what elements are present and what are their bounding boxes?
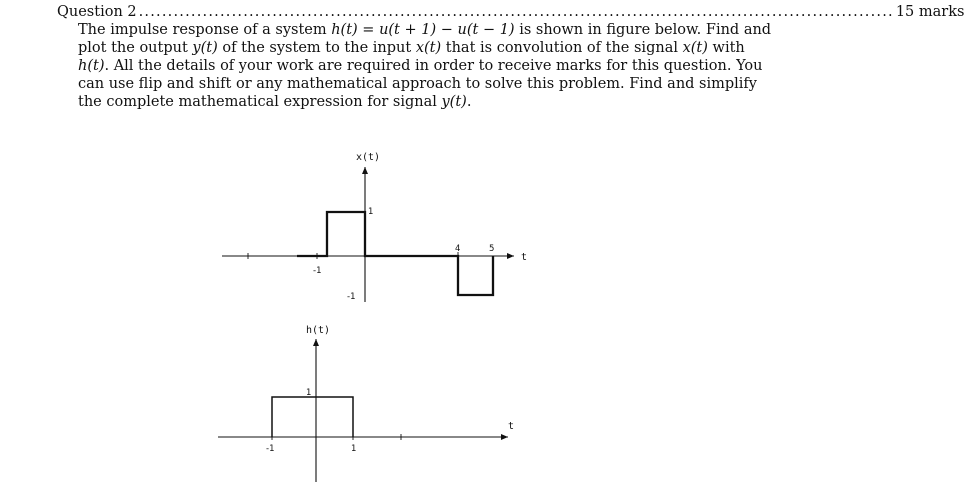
- text-segment: with: [707, 40, 745, 56]
- math-expression: y(t): [441, 94, 467, 110]
- x-signal-figure: [222, 152, 527, 302]
- question-label: Question 2: [57, 4, 137, 20]
- x-plot-title: x(t): [356, 152, 381, 163]
- x-tick-label-neg-one: -1: [313, 266, 322, 276]
- math-expression: y(t): [192, 40, 218, 56]
- text-segment: is shown in figure below. Find and: [514, 22, 772, 38]
- h-signal-figure: [218, 325, 514, 482]
- math-expression: x(t): [415, 40, 442, 56]
- text-segment: . All the details of your work are required in order to receive marks for this question. You: [104, 58, 763, 74]
- h-horizontal-axis-label: t: [508, 421, 515, 432]
- h-signal-waveform: [272, 397, 353, 437]
- question-marks: 15 marks: [895, 4, 964, 20]
- h-tick-label-pulse-height: 1: [306, 388, 312, 398]
- h-plot-title: h(t): [306, 325, 331, 336]
- x-tick-label-neg-one-vertical: -1: [347, 292, 356, 302]
- text-segment: plot the output: [78, 40, 193, 56]
- text-segment: .: [466, 94, 472, 110]
- math-expression: h(t): [78, 58, 105, 74]
- math-expression: h(t) = u(t + 1) − u(t − 1): [331, 22, 515, 38]
- text-segment: the complete mathematical expression for signal: [78, 94, 442, 110]
- h-tick-label-one: 1: [351, 444, 357, 454]
- x-signal-waveform: [297, 212, 493, 295]
- text-segment: that is convolution of the signal: [441, 40, 683, 56]
- x-tick-label-four: 4: [455, 244, 461, 254]
- text-segment: can use flip and shift or any mathematical approach to solve this problem. Find and simplify: [78, 76, 757, 92]
- h-tick-label-neg-one: -1: [266, 444, 275, 454]
- math-expression: x(t): [682, 40, 708, 56]
- x-horizontal-axis-label: t: [521, 252, 528, 263]
- x-tick-label-pulse-height: 1: [368, 207, 374, 217]
- text-segment: The impulse response of a system: [78, 22, 332, 38]
- x-tick-label-five: 5: [489, 244, 495, 254]
- text-segment: of the system to the input: [217, 40, 416, 56]
- dot-leader: ..................................................................................................................................: [138, 4, 894, 20]
